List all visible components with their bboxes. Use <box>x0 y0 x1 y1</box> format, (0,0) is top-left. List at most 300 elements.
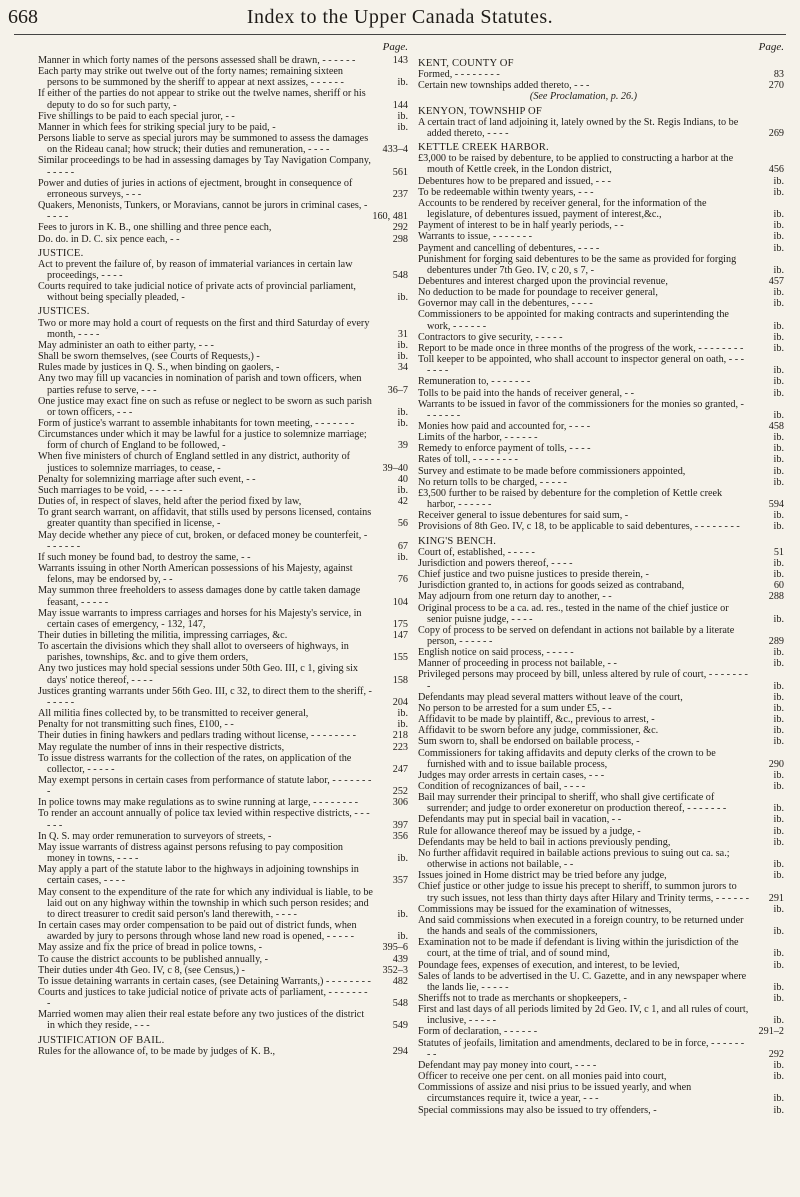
entry-page-ref: 288 <box>768 591 784 603</box>
index-entry <box>418 881 784 903</box>
index-entry <box>418 558 784 569</box>
entry-page-ref: 144 <box>392 99 408 111</box>
index-entry <box>418 625 784 647</box>
index-entry <box>418 937 784 959</box>
entry-page-ref: ib. <box>397 110 408 122</box>
entry-page-ref: 34 <box>397 362 408 374</box>
entry-text: Manner of proceeding in process not bailable, - - <box>418 658 617 670</box>
entry-page-ref: 39–40 <box>382 462 408 474</box>
entry-page-ref: 67 <box>397 540 408 552</box>
index-entry <box>38 742 408 753</box>
entry-text: Monies how paid and accounted for, - - - - <box>418 421 591 432</box>
entry-text: Form of declaration, - - - - - - <box>418 1026 538 1038</box>
entry-text: May issue warrants to impress carriages and horses for his Majesty's service, in certain cases of emergency, - 132, 147, <box>38 607 362 630</box>
entry-page-ref: ib. <box>773 702 784 714</box>
index-entry <box>38 496 408 507</box>
entry-page-ref: 247 <box>392 763 408 775</box>
entry-text: In Q. S. may order remuneration to surveyors of streets, - <box>38 830 272 842</box>
entry-page-ref: ib. <box>773 186 784 198</box>
index-entry <box>38 259 408 281</box>
index-entry <box>418 220 784 231</box>
index-entry <box>418 477 784 488</box>
entry-page-ref: ib. <box>773 769 784 781</box>
entry-text: A certain tract of land adjoining it, lately owned by the St. Regis Indians, to be added thereto, - - - - <box>418 116 739 139</box>
index-entry <box>418 569 784 580</box>
index-entry <box>38 842 408 864</box>
index-entry <box>38 418 408 429</box>
index-entry <box>418 692 784 703</box>
entry-page-ref: 270 <box>768 80 784 92</box>
index-entry <box>418 243 784 254</box>
entry-text: When five ministers of church of England settled in any district, authority of justices to solemnize marriages, to cease, - <box>38 451 351 474</box>
entry-page-ref: ib. <box>773 680 784 692</box>
index-entry <box>38 234 408 245</box>
index-entry <box>418 69 784 80</box>
section-heading: JUSTIFICATION OF BAIL. <box>38 1034 165 1046</box>
index-entry <box>38 340 408 351</box>
entry-text: Defendants may be held to bail in actions previously pending, <box>418 836 671 848</box>
entry-text: May adjourn from one return day to another, - - <box>418 591 612 603</box>
index-entry <box>418 176 784 187</box>
entry-text: No person to be arrested for a sum under £5, - - <box>418 702 612 714</box>
entry-text: Fees to jurors in K. B., one shilling and three pence each, <box>38 222 272 234</box>
entry-text: Sum sworn to, shall be endorsed on bailable process, - <box>418 736 640 748</box>
entry-page-ref: 433–4 <box>382 144 408 156</box>
index-entry <box>38 585 408 607</box>
entry-page-ref: 83 <box>773 69 784 81</box>
entry-page-ref: ib. <box>773 365 784 377</box>
entry-text: Commissions of assize and nisi prius to be issued yearly, and when circumstances require it, twice a year, - - - <box>418 1082 692 1105</box>
entry-page-ref: ib. <box>773 1104 784 1116</box>
entry-text: Chief justice or other judge to issue his precept to sheriff, to summon jurors to try such issues, not less than thirty days after Hilary and Trinity terms, - - - - - - <box>418 881 749 904</box>
entry-text: All militia fines collected by, to be transmitted to receiver general, <box>38 708 309 720</box>
entry-text: Warrants to issue, - - - - - - - <box>418 231 533 243</box>
entry-text: Rule for allowance thereof may be issued by a judge, - <box>418 825 641 837</box>
entry-page-ref: 352–3 <box>382 964 408 976</box>
header-rule <box>14 34 786 35</box>
entry-page-ref: 60 <box>773 580 784 592</box>
entry-page-ref: 439 <box>392 953 408 965</box>
entry-text: Judges may order arrests in certain cases, - - - <box>418 769 605 781</box>
entry-text: No deduction to be made for poundage to receiver general, <box>418 287 658 299</box>
index-entry <box>418 1105 784 1116</box>
entry-text: Form of justice's warrant to assemble inhabitants for town meeting, - - - - - - - <box>38 418 355 429</box>
entry-page-ref: ib. <box>773 959 784 971</box>
entry-text: Warrants to be issued in favor of the commissioners for the monies so granted, - - - - - - - <box>418 398 744 421</box>
entry-text: One justice may exact fine on such as refuse or neglect to be sworn as such parish or town officers, - - - <box>38 395 372 418</box>
entry-text: Defendants may plead several matters without leave of the court, <box>418 691 683 703</box>
entry-text: Affidavit to be made by plaintiff, &c., previous to arrest, - <box>418 714 655 726</box>
index-entry <box>418 714 784 725</box>
index-entry <box>38 281 408 303</box>
index-entry <box>38 66 408 88</box>
entry-page-ref: ib. <box>397 908 408 920</box>
index-entry <box>38 530 408 552</box>
entry-page-ref: ib. <box>397 121 408 133</box>
entry-page-ref: 40 <box>397 473 408 485</box>
entry-page-ref: ib. <box>773 443 784 455</box>
index-entry <box>418 603 784 625</box>
index-entry <box>418 669 784 691</box>
index-entry <box>38 942 408 953</box>
entry-text: Bail may surrender their principal to sheriff, who shall give certificate of surrender; and judge to order exoneretur on production thereof, - - - - - - - <box>418 792 727 815</box>
entry-text: Do. do. in D. C. six pence each, - - <box>38 233 180 245</box>
index-entry <box>418 1026 784 1037</box>
entry-text: (See Proclamation, p. 26.) <box>529 91 638 103</box>
entry-page-ref: 549 <box>392 1020 408 1032</box>
index-entry <box>418 848 784 870</box>
index-entry <box>418 1071 784 1082</box>
entry-text: Their duties in fining hawkers and pedlars trading without license, - - - - - - - - <box>38 730 356 742</box>
entry-page-ref: ib. <box>773 736 784 748</box>
index-entry <box>418 276 784 287</box>
index-entry <box>38 563 408 585</box>
entry-page-ref: 548 <box>392 998 408 1010</box>
entry-page-ref: ib. <box>773 836 784 848</box>
index-entry <box>38 831 408 842</box>
entry-page-ref: 252 <box>392 786 408 798</box>
entry-text: Any two justices may hold special sessions under 50th Geo. III, c 1, giving six days' notice thereof, - - - - <box>38 663 359 686</box>
entry-text: May consent to the expenditure of the rate for which any individual is liable, to be laid out on any highway within the township in which such person resides; and to direct treasurer to credit said person's land therewith, - - - - <box>38 886 373 920</box>
entry-page-ref: ib. <box>397 853 408 865</box>
entry-text: Debentures and interest charged upon the provincial revenue, <box>418 275 668 287</box>
entry-text: And said commissions when executed in a foreign country, to be returned under the hands and seals of the commissioners, <box>418 914 744 938</box>
index-entry <box>418 153 784 175</box>
entry-page-ref: ib. <box>773 376 784 388</box>
entry-page-ref: 223 <box>392 741 408 753</box>
entry-page-ref: 482 <box>392 975 408 987</box>
index-entry <box>38 775 408 797</box>
entry-page-ref: 155 <box>392 652 408 664</box>
entry-page-ref: ib. <box>773 454 784 466</box>
index-entry <box>38 954 408 965</box>
index-entry <box>38 474 408 485</box>
entry-page-ref: ib. <box>773 948 784 960</box>
entry-text: Sheriffs not to trade as merchants or shopkeepers, - <box>418 992 627 1004</box>
index-entry <box>418 454 784 465</box>
index-entry <box>418 399 784 421</box>
entry-page-ref: 160, 481 <box>372 211 408 223</box>
entry-page-ref: 298 <box>392 233 408 245</box>
index-entry <box>38 552 408 563</box>
section-heading: KENT, COUNTY OF <box>418 58 514 69</box>
entry-page-ref: ib. <box>773 658 784 670</box>
entry-text: Remedy to enforce payment of tolls, - - - - <box>418 443 591 455</box>
entry-page-ref: ib. <box>773 814 784 826</box>
index-entry <box>38 1009 408 1031</box>
entry-text: Defendants may put in special bail in vacation, - - <box>418 814 622 826</box>
entry-page-ref: 76 <box>397 574 408 586</box>
index-entry <box>38 155 408 177</box>
page-number: 668 <box>8 6 38 28</box>
index-entry <box>418 547 784 558</box>
entry-text: Privileged persons may proceed by bill, unless altered by rule of court, - - - - - - - - <box>418 669 748 692</box>
entry-text: Rules made by justices in Q. S., when binding on gaolers, - <box>38 362 280 374</box>
entry-text: Penalty for solemnizing marriage after such event, - - <box>38 473 256 485</box>
entry-text: Their duties under 4th Geo. IV, c 8, (see Census,) - <box>38 964 245 976</box>
entry-page-ref: ib. <box>773 175 784 187</box>
index-entry <box>418 287 784 298</box>
entry-page-ref: 357 <box>392 875 408 887</box>
section-heading: JUSTICES. <box>38 306 90 318</box>
entry-text: Original process to be a ca. ad. res., tested in the name of the chief justice or senior puisne judge, - - - - <box>418 602 729 625</box>
index-entry <box>38 753 408 775</box>
entry-text: Justices granting warrants under 56th Geo. III, c 32, to direct them to the sheriff, - - - - - - <box>38 685 372 708</box>
entry-text: Copy of process to be served on defendant in actions not bailable by a literate person, - - - - - - <box>418 624 735 647</box>
entry-page-ref: ib. <box>773 1015 784 1027</box>
entry-text: If such money be found bad, to destroy the same, - - <box>38 551 251 563</box>
entry-page-ref: 218 <box>392 730 408 742</box>
entry-page-ref: 269 <box>768 127 784 139</box>
index-entry <box>38 451 408 473</box>
index-entry <box>38 608 408 630</box>
entry-text: Contractors to give security, - - - - - <box>418 331 563 343</box>
index-entry <box>418 971 784 993</box>
index-entry <box>418 231 784 242</box>
entry-page-ref: ib. <box>397 484 408 496</box>
index-entry <box>38 362 408 373</box>
entry-text: Warrants issuing in other North American possessions of his Majesty, against felons, may be endorsed by, - - <box>38 563 353 586</box>
entry-text: To issue detaining warrants in certain cases, (see Detaining Warrants,) - - - - - - - - <box>38 975 371 987</box>
entry-page-ref: ib. <box>773 387 784 399</box>
index-entry <box>418 1082 784 1104</box>
index-entry <box>418 960 784 971</box>
entry-page-ref: ib. <box>773 220 784 232</box>
entry-text: Receiver general to issue debentures for said sum, - <box>418 510 629 522</box>
entry-page-ref: ib. <box>773 1071 784 1083</box>
index-entry <box>418 332 784 343</box>
entry-page-ref: 143 <box>392 55 408 66</box>
entry-page-ref: ib. <box>773 231 784 243</box>
entry-page-ref: 237 <box>392 188 408 200</box>
entry-page-ref: ib. <box>773 691 784 703</box>
index-entry <box>418 580 784 591</box>
index-entry <box>418 1004 784 1026</box>
entry-text: Special commissions may also be issued to try offenders, - <box>418 1104 657 1116</box>
index-entry <box>418 187 784 198</box>
index-entry <box>418 993 784 1004</box>
index-entry <box>418 904 784 915</box>
entry-page-ref: ib. <box>773 287 784 299</box>
index-entry <box>418 826 784 837</box>
entry-page-ref: ib. <box>397 351 408 363</box>
entry-page-ref: 147 <box>392 629 408 641</box>
entry-text: Provisions of 8th Geo. IV, c 18, to be applicable to said debentures, - - - - - - - - <box>418 521 740 533</box>
entry-page-ref: 292 <box>768 1048 784 1060</box>
entry-text: Affidavit to be sworn before any judge, commissioner, &c. <box>418 725 659 737</box>
entry-page-ref: 397 <box>392 819 408 831</box>
index-entry <box>418 736 784 747</box>
entry-text: Duties of, in respect of slaves, held after the period fixed by law, <box>38 496 302 508</box>
entry-text: Such marriages to be void, - - - - - - <box>38 484 183 496</box>
entry-page-ref: ib. <box>773 331 784 343</box>
entry-text: Power and duties of juries in actions of ejectment, brought in consequence of erroneous surveys, - - - <box>38 177 353 200</box>
index-entry <box>418 198 784 220</box>
entry-text: Remuneration to, - - - - - - - <box>418 376 531 388</box>
entry-page-ref: ib. <box>773 264 784 276</box>
entry-text: Commissioners to be appointed for making contracts and superintending the work, - - - - - - <box>418 309 729 332</box>
index-entry <box>38 708 408 719</box>
entry-page-ref: 104 <box>392 596 408 608</box>
page-column-label: Page. <box>382 41 408 53</box>
entry-text: Certain new townships added thereto, - - - <box>418 80 590 92</box>
entry-text: Penalty for not transmitting such fines, £100, - - <box>38 719 234 731</box>
index-entry <box>38 808 408 830</box>
entry-text: If either of the parties do not appear to strike out the twelve names, sheriff or his deputy to do so for such party, - <box>38 88 366 111</box>
entry-page-ref: 548 <box>392 269 408 281</box>
entry-page-ref: 561 <box>392 166 408 178</box>
entry-text: Manner in which forty names of the persons assessed shall be drawn, - - - - - - <box>38 55 356 66</box>
page-title: Index to the Upper Canada Statutes. <box>246 6 554 28</box>
entry-text: Act to prevent the failure of, by reason of immaterial variances in certain law proceedings, - - - - <box>38 258 353 281</box>
entry-text: Quakers, Menonists, Tunkers, or Moravians, cannot be jurors in criminal cases, - - - - - <box>38 200 368 223</box>
entry-text: Officer to receive one per cent. on all monies paid into court, <box>418 1071 667 1083</box>
index-entry <box>38 797 408 808</box>
entry-text: Defendant may pay money into court, - - - - <box>418 1059 597 1071</box>
entry-text: Debentures how to be prepared and issued, - - - <box>418 175 611 187</box>
entry-text: Circumstances under which it may be lawful for a justice to solemnize marriage; form of church of England to be followed, - <box>38 429 367 452</box>
entry-page-ref: 458 <box>768 421 784 432</box>
index-entry <box>418 781 784 792</box>
entry-page-ref: ib. <box>773 1093 784 1105</box>
index-entry <box>38 987 408 1009</box>
index-entry <box>418 915 784 937</box>
index-entry <box>418 309 784 331</box>
entry-page-ref: ib. <box>773 926 784 938</box>
entry-text: Married women may alien their real estate before any two justices of the district in which they reside, - - - <box>38 1009 365 1032</box>
entry-text: Sales of lands to be advertised in the U. C. Gazette, and in any newspaper where the lands lie, - - - - - <box>418 970 747 993</box>
entry-page-ref: ib. <box>773 992 784 1004</box>
entry-text: Commissions may be issued for the examination of witnesses, <box>418 903 672 915</box>
left-column <box>38 42 408 1057</box>
index-entry <box>418 870 784 881</box>
entry-text: Payment and cancelling of debentures, - - - - <box>418 242 600 254</box>
entry-page-ref: 42 <box>397 496 408 508</box>
entry-text: Rules for the allowance of, to be made by judges of K. B., <box>38 1045 276 1057</box>
index-entry <box>418 91 784 102</box>
index-entry <box>418 376 784 387</box>
index-entry <box>418 792 784 814</box>
right-column <box>418 42 784 1116</box>
entry-page-ref: ib. <box>397 931 408 943</box>
index-entry <box>38 965 408 976</box>
entry-text: Similar proceedings to be had in assessing damages by Tay Navigation Company, - - - - - <box>38 155 371 178</box>
entry-text: Poundage fees, expenses of execution, and interest, to be levied, <box>418 959 680 971</box>
index-entry <box>38 429 408 451</box>
entry-page-ref: ib. <box>773 903 784 915</box>
entry-text: May summon three freeholders to assess damages done by cattle taken damage feasant, - - - - - <box>38 585 361 608</box>
index-entry <box>418 443 784 454</box>
index-entry <box>418 421 784 432</box>
entry-page-ref: ib. <box>773 870 784 882</box>
entry-text: To render an account annually of police tax levied within respective districts, - - - - - - <box>38 808 370 831</box>
entry-text: To cause the district accounts to be published annually, - <box>38 953 269 965</box>
entry-page-ref: ib. <box>773 981 784 993</box>
entry-page-ref: ib. <box>773 647 784 659</box>
entry-text: May administer an oath to either party, - - - <box>38 339 214 351</box>
page-column-label: Page. <box>758 41 784 53</box>
entry-page-ref: ib. <box>397 339 408 351</box>
entry-text: Survey and estimate to be made before commissioners appointed, <box>418 465 686 477</box>
entry-page-ref: ib. <box>773 521 784 533</box>
entry-text: Governor may call in the debentures, - - - - <box>418 298 593 310</box>
index-entry <box>418 837 784 848</box>
index-entry <box>38 630 408 641</box>
entry-page-ref: 456 <box>768 164 784 176</box>
entry-page-ref: 395–6 <box>382 942 408 954</box>
entry-page-ref: ib. <box>773 432 784 444</box>
entry-page-ref: ib. <box>773 342 784 354</box>
entry-text: Formed, - - - - - - - - <box>418 69 500 81</box>
index-entry <box>418 510 784 521</box>
entry-text: Shall be sworn themselves, (see Courts of Requests,) - <box>38 351 260 363</box>
index-entry <box>418 770 784 781</box>
entry-text: Each party may strike out twelve out of the forty names; remaining sixteen persons to be summoned by the sheriff to appear at next assizes, - - - - - - <box>38 66 344 89</box>
entry-text: Statutes of jeofails, limitation and amendments, declared to be in force, - - - - - - - - <box>418 1037 745 1060</box>
entry-page-ref: 594 <box>768 499 784 511</box>
index-entry <box>38 200 408 222</box>
entry-page-ref: ib. <box>773 613 784 625</box>
entry-text: Manner in which fees for striking special jury to be paid, - <box>38 121 276 133</box>
entry-page-ref: 291–2 <box>758 1026 784 1038</box>
entry-page-ref: ib. <box>773 298 784 310</box>
entry-page-ref: ib. <box>397 708 408 720</box>
entry-text: Punishment for forging said debentures to be the same as provided for forging debentures under 7th Geo. IV, c 20, s 7, - <box>418 253 737 276</box>
index-entry <box>38 351 408 362</box>
index-entry <box>38 122 408 133</box>
entry-text: Payment of interest to be in half yearly periods, - - <box>418 220 624 232</box>
entry-page-ref: 158 <box>392 674 408 686</box>
index-entry <box>38 641 408 663</box>
index-entry <box>38 133 408 155</box>
entry-page-ref: 31 <box>397 328 408 340</box>
entry-page-ref: ib. <box>773 242 784 254</box>
entry-text: Commissioners for taking affidavits and deputy clerks of the crown to be furnished with and to issue bailable process, <box>418 747 716 770</box>
index-entry <box>38 485 408 496</box>
entry-page-ref: 291 <box>768 892 784 904</box>
entry-page-ref: ib. <box>773 465 784 477</box>
index-entry <box>418 117 784 139</box>
index-entry <box>418 254 784 276</box>
entry-text: Court of, established, - - - - - <box>418 546 535 558</box>
entry-text: In certain cases may order compensation to be paid out of district funds, when awarded by jury to persons through whose land new road is opened, - - - - - <box>38 920 357 943</box>
section-heading: JUSTICE. <box>38 247 84 259</box>
entry-page-ref: 306 <box>392 797 408 809</box>
entry-text: May exempt persons in certain cases from performance of statute labor, - - - - - - - - <box>38 775 372 798</box>
section-heading: KENYON, TOWNSHIP OF <box>418 105 542 117</box>
entry-page-ref: ib. <box>397 77 408 89</box>
entry-page-ref: 56 <box>397 518 408 530</box>
index-entry <box>418 521 784 532</box>
entry-text: May apply a part of the statute labor to the highways in adjoining townships in certain cases, - - - - <box>38 864 359 887</box>
entry-page-ref: ib. <box>773 209 784 221</box>
entry-text: Tolls to be paid into the hands of receiver general, - - <box>418 387 634 399</box>
index-entry <box>418 388 784 399</box>
entry-text: Any two may fill up vacancies in nomination of parish and town officers, when parties refuse to serve, - - - <box>38 373 362 396</box>
entry-page-ref: 36–7 <box>387 384 408 396</box>
entry-text: £3,500 further to be raised by debenture for the completion of Kettle creek harbor, - - - - - - <box>418 487 723 511</box>
index-entry <box>38 111 408 122</box>
index-entry <box>38 396 408 418</box>
entry-text: Courts required to take judicial notice of private acts of provincial parliament, without being specially pleaded, - <box>38 281 356 304</box>
entry-text: May decide whether any piece of cut, broken, or defaced money be counterfeit, - - - - - - - <box>38 529 368 552</box>
entry-text: £3,000 to be raised by debenture, to be applied to constructing a harbor at the mouth of Kettle creek, in the London district, <box>418 153 734 176</box>
entry-page-ref: ib. <box>773 476 784 488</box>
entry-page-ref: ib. <box>773 714 784 726</box>
index-entry <box>418 343 784 354</box>
index-entry <box>418 466 784 477</box>
index-entry <box>418 432 784 443</box>
